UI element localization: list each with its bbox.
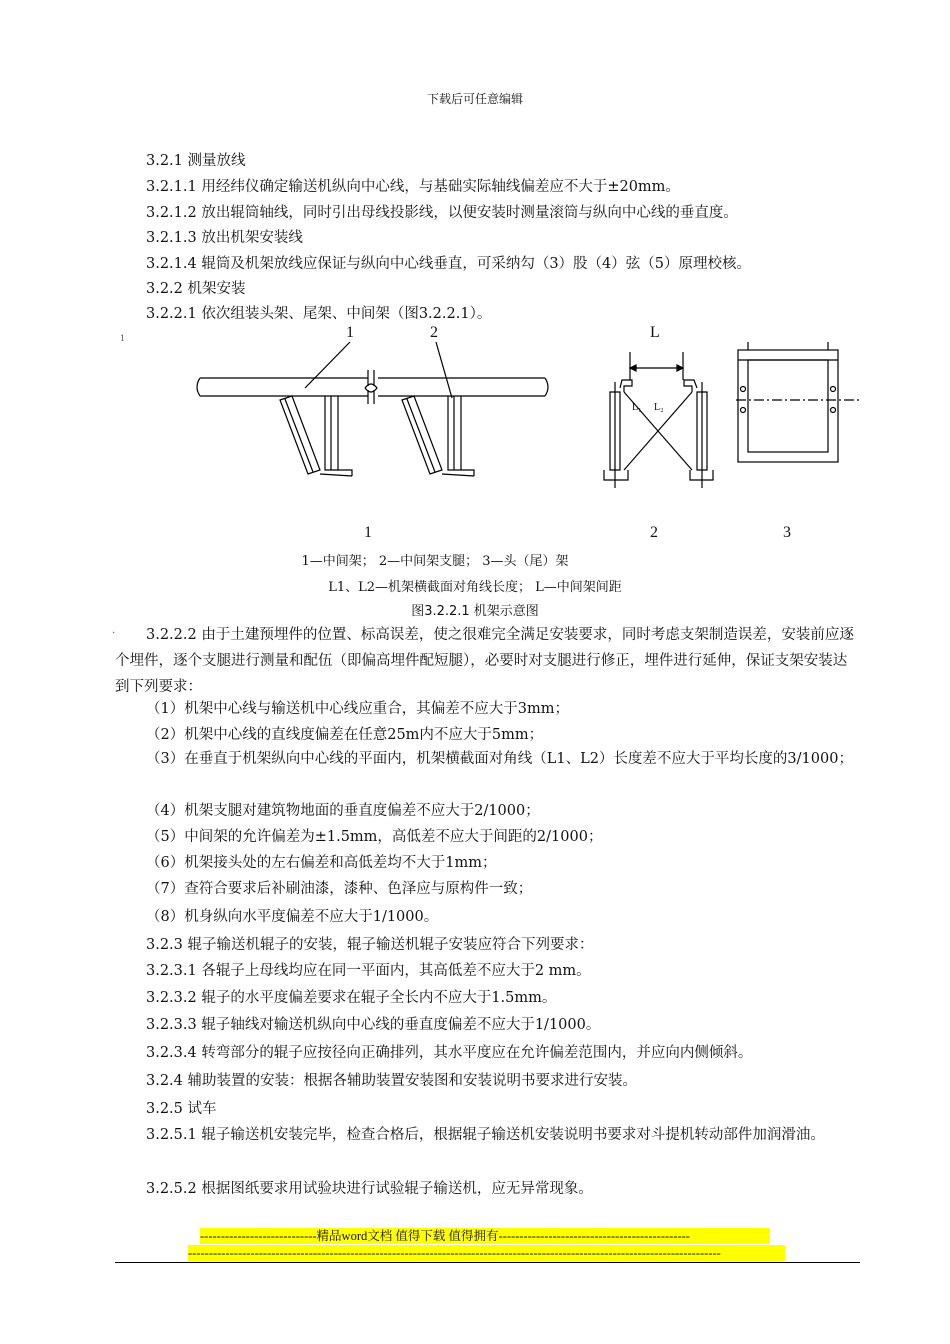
paragraph: （6）机架接头处的左右偏差和高低差均不大于1mm； — [146, 855, 497, 871]
paragraph: （5）中间架的允许偏差为±1.5mm，高低差不应大于间距的2/1000； — [146, 829, 603, 845]
paragraph: 3.2.1.2 放出辊筒轴线，同时引出母线投影线，以便安装时测量滚筒与纵向中心线的垂直度。 — [146, 205, 738, 221]
figure-legend-1: 1—中间架； 2—中间架支腿； 3—头（尾）架 — [301, 554, 569, 569]
paragraph: （8）机身纵向水平度偏差不应大于1/1000。 — [146, 909, 439, 925]
footer-banner: ----------------------------精品word文档 值得下载 值得拥有---------------------------------------------- — [200, 1228, 770, 1244]
footer-dashes: -------------------------------------------------------------------------------------------------------------------------------- — [188, 1245, 785, 1261]
side-dot: · — [112, 628, 116, 639]
page-header: 下载后可任意编辑 — [426, 92, 523, 106]
paragraph: 3.2.5 试车 — [146, 1101, 217, 1117]
vertical-leg-1 — [325, 396, 338, 470]
frame-diagram — [0, 0, 950, 520]
inclined-leg-2 — [402, 396, 442, 474]
inclined-leg-1 — [280, 396, 320, 474]
paragraph: 3.2.2 机架安装 — [146, 281, 246, 297]
paragraph: （3）在垂直于机架纵向中心线的平面内，机架横截面对角线（L1、L2）长度差不应大于平均长度的3/1000； — [146, 751, 853, 767]
footer-rule — [115, 1262, 860, 1263]
figure-label-L: L — [650, 324, 660, 341]
cross-section-right — [697, 382, 707, 488]
paragraph: 3.2.2.2 由于土建预埋件的位置、标高误差，使之很难完全满足安装要求，同时考虑支架制造误差，安装前应逐个埋件，逐个支腿进行测量和配伍（即偏高埋件配短腿），必要时对支腿进行修正，埋件进行延伸，保证支架安装达到下列要求： — [115, 627, 854, 695]
paragraph: 3.2.5.1 辊子输送机安装完毕，检查合格后，根据辊子输送机安装说明书要求对斗提机转动部件加润滑油。 — [146, 1127, 825, 1143]
small-mark: 1 — [120, 334, 126, 343]
cross-section-left — [610, 382, 620, 488]
figure-title: 图3.2.2.1 机架示意图 — [411, 604, 539, 619]
sub-figure-label-1: 1 — [364, 524, 372, 541]
paragraph: 3.2.3 辊子输送机辊子的安装，辊子输送机辊子安装应符合下列要求： — [146, 937, 594, 953]
beam-break — [368, 370, 374, 404]
paragraph: 3.2.1.4 辊筒及机架放线应保证与纵向中心线垂直，可采纳勾（3）股（4）弦（5）原理校核。 — [146, 256, 752, 272]
head-frame-outer — [738, 350, 838, 462]
sub-figure-label-3: 3 — [783, 524, 791, 541]
sub-figure-label-2: 2 — [650, 524, 658, 541]
paragraph: 3.2.1.1 用经纬仪确定输送机纵向中心线，与基础实际轴线偏差应不大于±20mm。 — [146, 179, 680, 195]
figure-label-L1: L₁ — [632, 402, 642, 413]
paragraph: （4）机架支腿对建筑物地面的垂直度偏差不应大于2/1000； — [146, 803, 540, 819]
paragraph: 3.2.3.2 辊子的水平度偏差要求在辊子全长内不应大于1.5mm。 — [146, 990, 557, 1006]
head-frame-inner — [748, 360, 828, 452]
paragraph: 3.2.5.2 根据图纸要求用试验块进行试验辊子输送机，应无异常现象。 — [146, 1181, 593, 1197]
figure-label-L2: L₂ — [654, 402, 664, 413]
beam-left — [197, 378, 368, 396]
figure-label-1: 1 — [346, 324, 354, 341]
paragraph: （1）机架中心线与输送机中心线应重合，其偏差不应大于3mm； — [146, 701, 569, 717]
paragraph: 3.2.2.1 依次组装头架、尾架、中间架（图3.2.2.1）。 — [146, 306, 492, 322]
paragraph: （7）查符合要求后补刷油漆，漆种、色泽应与原构件一致； — [146, 881, 533, 897]
paragraph: 3.2.3.3 辊子轴线对输送机纵向中心线的垂直度偏差不应大于1/1000。 — [146, 1017, 601, 1033]
paragraph: 3.2.3.4 转弯部分的辊子应按径向正确排列，其水平度应在允许偏差范围内，并应向内侧倾斜。 — [146, 1045, 753, 1061]
paragraph: 3.2.1 测量放线 — [146, 153, 246, 169]
beam-right — [378, 378, 548, 396]
figure-label-2: 2 — [430, 324, 438, 341]
vertical-leg-2 — [448, 396, 461, 470]
figure-legend-2: L1、L2—机架横截面对角线长度； L—中间架间距 — [328, 580, 622, 595]
paragraph: 3.2.3.1 各辊子上母线均应在同一平面内，其高低差不应大于2 mm。 — [146, 963, 591, 979]
paragraph: （2）机架中心线的直线度偏差在任意25m内不应大于5mm； — [146, 727, 544, 743]
paragraph: 3.2.1.3 放出机架安装线 — [146, 230, 303, 246]
paragraph: 3.2.4 辅助装置的安装：根据各辅助装置安装图和安装说明书要求进行安装。 — [146, 1073, 638, 1089]
